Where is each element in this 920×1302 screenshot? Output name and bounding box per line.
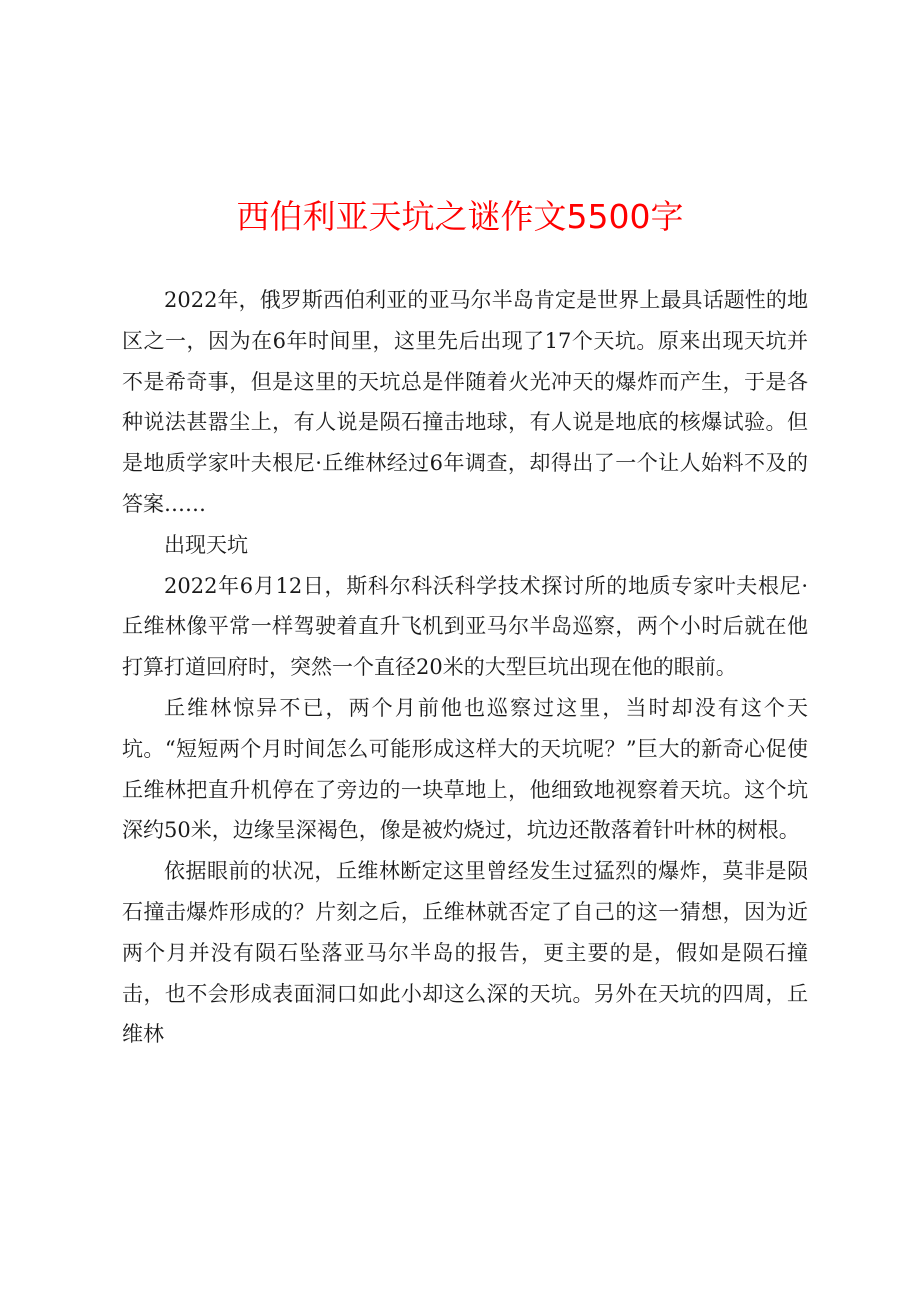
paragraph: 2022年6月12日，斯科尔科沃科学技术探讨所的地质专家叶夫根尼·丘维林像平常一样驾驶着直升飞机到亚马尔半岛巡察，两个小时后就在他打算打道回府时，突然一个直径20米的大型巨坑出现在他的眼前。: [122, 573, 808, 680]
document-title: 西伯利亚天坑之谜作文5500字: [236, 197, 684, 236]
paragraph: 依据眼前的状况，丘维林断定这里曾经发生过猛烈的爆炸，莫非是陨石撞击爆炸形成的？片刻之后，丘维林就否定了自己的这一猜想，因为近两个月并没有陨石坠落亚马尔半岛的报告，更主要的是，假如是陨石撞击，也不会形成表面洞口如此小却这么深的天坑。另外在天坑的四周，丘维林: [122, 859, 808, 1047]
paragraph: 丘维林惊异不已，两个月前他也巡察过这里，当时却没有这个天坑。“短短两个月时间怎么可能形成这样大的天坑呢？”巨大的新奇心促使丘维林把直升机停在了旁边的一块草地上，他细致地视察着天坑。这个坑深约50米，边缘呈深褐色，像是被灼烧过，坑边还散落着针叶林的树根。: [122, 695, 808, 843]
document-body: [122, 280, 808, 1055]
section-heading: 出现天坑: [164, 532, 248, 557]
paragraph-intro: 2022年，俄罗斯西伯利亚的亚马尔半岛肯定是世界上最具话题性的地区之一，因为在6年时间里，这里先后出现了17个天坑。原来出现天坑并不是希奇事，但是这里的天坑总是伴随着火光冲天的爆炸而产生，于是各种说法甚嚣尘上，有人说是陨石撞击地球，有人说是地底的核爆试验。但是地质学家叶夫根尼·丘维林经过6年调查，却得出了一个让人始料不及的答案……: [122, 288, 808, 516]
